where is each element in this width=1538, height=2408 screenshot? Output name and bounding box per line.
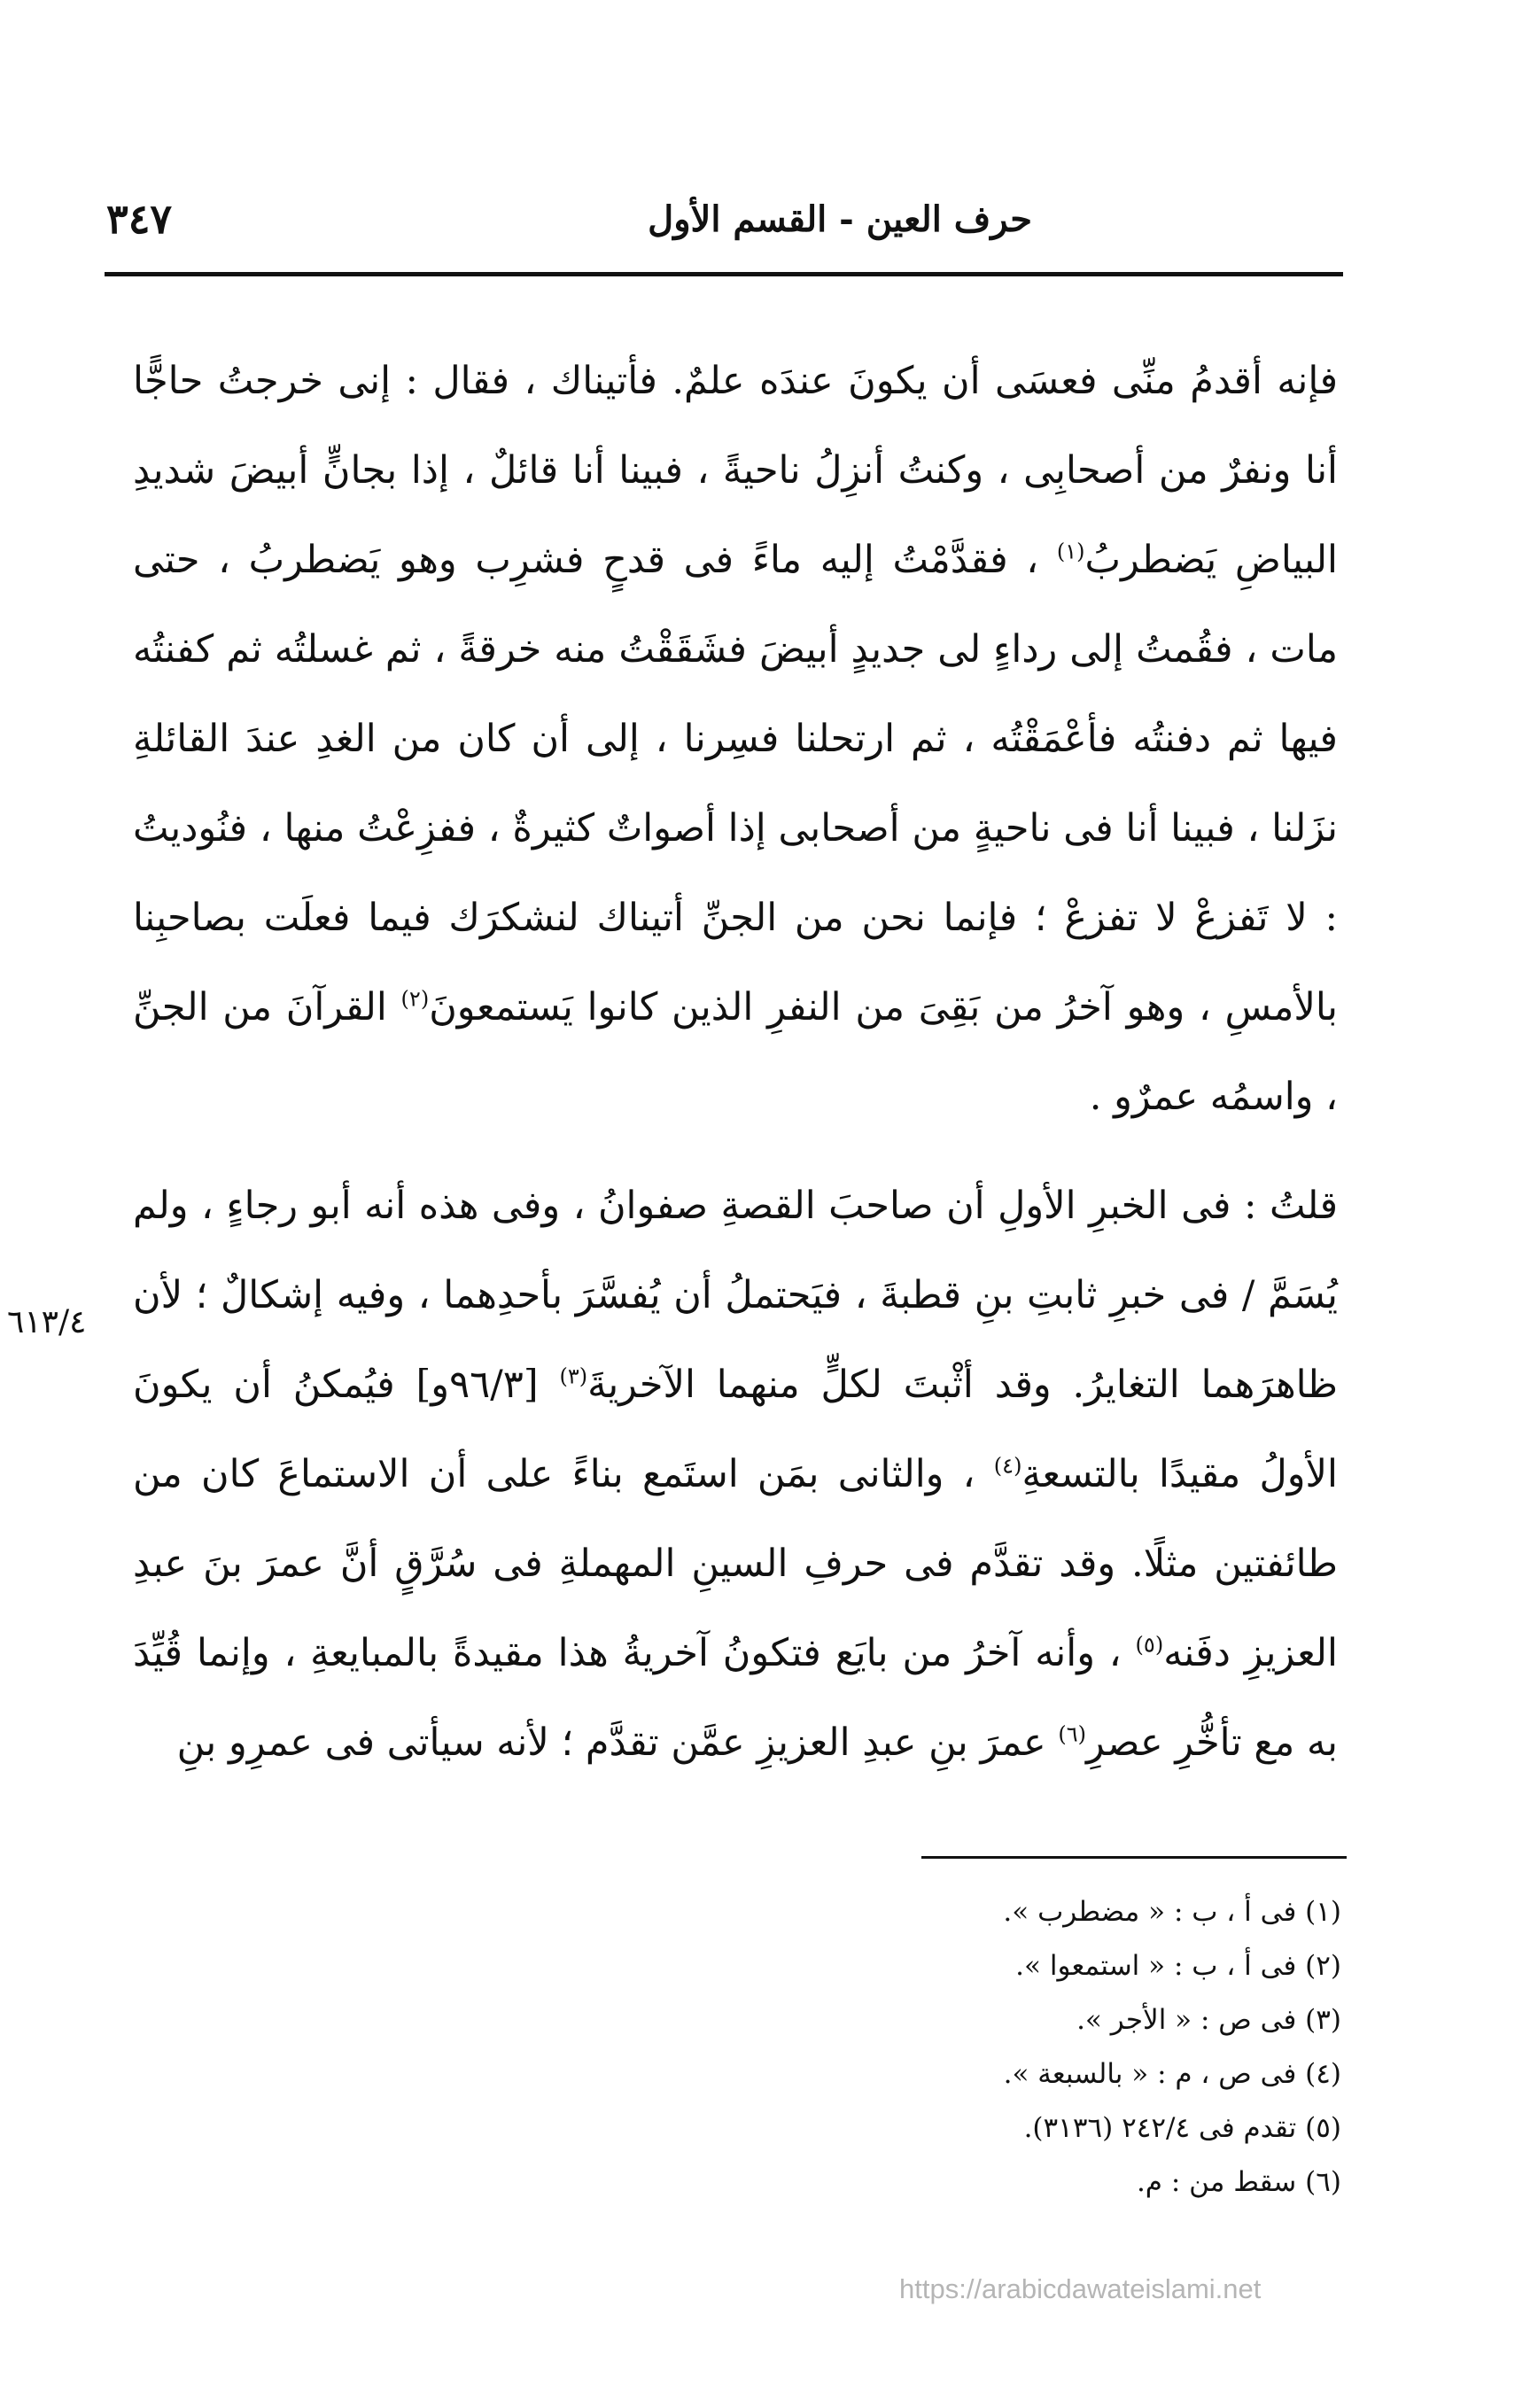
running-title: حرف العين - القسم الأول xyxy=(648,198,1032,240)
footnote-marker: (١) xyxy=(1056,539,1085,564)
text-segment: قلتُ : فى الخبرِ الأولِ أن صاحبَ القصةِ صفوانُ ، وفى هذه أنه أبو رجاءٍ ، ولم يُسَمَّ / فى خبرِ ثابتِ بنِ قطبةَ ، فيَحتملُ أن يُفسَّرَ بأحدِهما ، وفيه إشكالٌ ؛ لأن ظاهرَهما التغايرُ. وقد أثْبتَ لكلٍّ منهما الآخريةَ xyxy=(133,1184,1338,1407)
footnote-marker: (٥) xyxy=(1135,1632,1164,1658)
footnote-marker: (٢) xyxy=(400,986,430,1012)
page-header xyxy=(106,193,1342,264)
footnotes xyxy=(544,1885,1341,2210)
footnote-marker: (٤) xyxy=(993,1453,1022,1479)
header-rule xyxy=(105,272,1343,276)
page-number: ٣٤٧ xyxy=(106,195,173,243)
watermark-url: https://arabicdawateislami.net xyxy=(899,2273,1262,2304)
text-segment: ، فقدَّمْتُ إليه ماءً فى قدحٍ فشرِب وهو يَضطربُ ، حتى مات ، فقُمتُ إلى رداءٍ لى جديدٍ أبيضَ فشَقَقْتُ منه خرقةً ، ثم غسلتُه ثم كفنتُه فيها ثم دفنتُه فأعْمَقْتُه ، ثم ارتحلنا فسِرنا ، إلى أن كان من الغدِ عندَ القائلةِ نزَلنا ، فبينا أنا فى ناحيةٍ من أصحابى إذا أصواتٌ كثيرةٌ ، ففزِعْتُ منها ، فنُوديتُ : لا تَفزعْ لا تفزعْ ؛ فإنما نحن من الجنِّ أتيناك لنشكرَك فيما فعلَت بصاحبِنا بالأمسِ ، وهو آخرُ من بَقِىَ من النفرِ الذين كانوا يَستمعونَ xyxy=(133,538,1338,1029)
footnote-marker: (٦) xyxy=(1058,1721,1086,1747)
footnote-1: (١) فى أ ، ب : « مضطرب ». xyxy=(1003,1896,1341,1928)
text-segment: ، وأنه آخرُ من بايَع فتكونُ آخريةُ هذا مقيدةً بالمبايعةِ ، وإنما قُيِّدَ به مع تأخُّرِ عصرِ xyxy=(133,1631,1338,1765)
footnote-3: (٣) فى ص : « الأجر ». xyxy=(1076,2004,1341,2036)
margin-reference: ٦١٣/٤ xyxy=(7,1304,87,1340)
footnote-5: (٥) تقدم فى ٢٤٢/٤ (٣١٣٦). xyxy=(1023,2112,1341,2144)
paragraph-1 xyxy=(133,337,1338,1142)
text-segment: ، والثانى بمَن استَمع بناءً على أن الاستماعَ كان من طائفتين مثلًا. وقد تقدَّم فى حرفِ السينِ المهملةِ فى سُرَّقٍ أنَّ عمرَ بنَ عبدِ العزيزِ دفَنه xyxy=(133,1452,1338,1675)
text-segment: فإنه أقدمُ منِّى فعسَى أن يكونَ عندَه علمٌ. فأتيناك ، فقال : إنى خرجتُ حاجًّا أنا ونفرٌ من أصحابِى ، وكنتُ أنزِلُ ناحيةً ، فبينا أنا قائلٌ ، إذا بجانٍّ أبيضَ شديدِ البياضِ يَضطربُ xyxy=(133,359,1338,582)
text-segment: القرآنَ من الجنِّ ، واسمُه عمرٌو . xyxy=(133,985,1338,1119)
footnote-rule xyxy=(921,1856,1347,1859)
text-segment: [٩٦/٣و] فيُمكنُ أن يكونَ الأولُ مقيدًا بالتسعةِ xyxy=(133,1363,1338,1496)
footnote-marker: (٣) xyxy=(559,1363,588,1389)
paragraph-2 xyxy=(133,1161,1338,1788)
footnote-4: (٤) فى ص ، م : « بالسبعة ». xyxy=(1003,2058,1341,2090)
main-text xyxy=(133,337,1338,1788)
text-segment: عمرَ بنِ عبدِ العزيزِ عمَّن تقدَّم ؛ لأنه سيأتى فى عمرِو بنِ xyxy=(176,1721,1059,1765)
footnote-6: (٦) سقط من : م. xyxy=(1136,2166,1341,2198)
footnote-2: (٢) فى أ ، ب : « استمعوا ». xyxy=(1015,1950,1341,1982)
